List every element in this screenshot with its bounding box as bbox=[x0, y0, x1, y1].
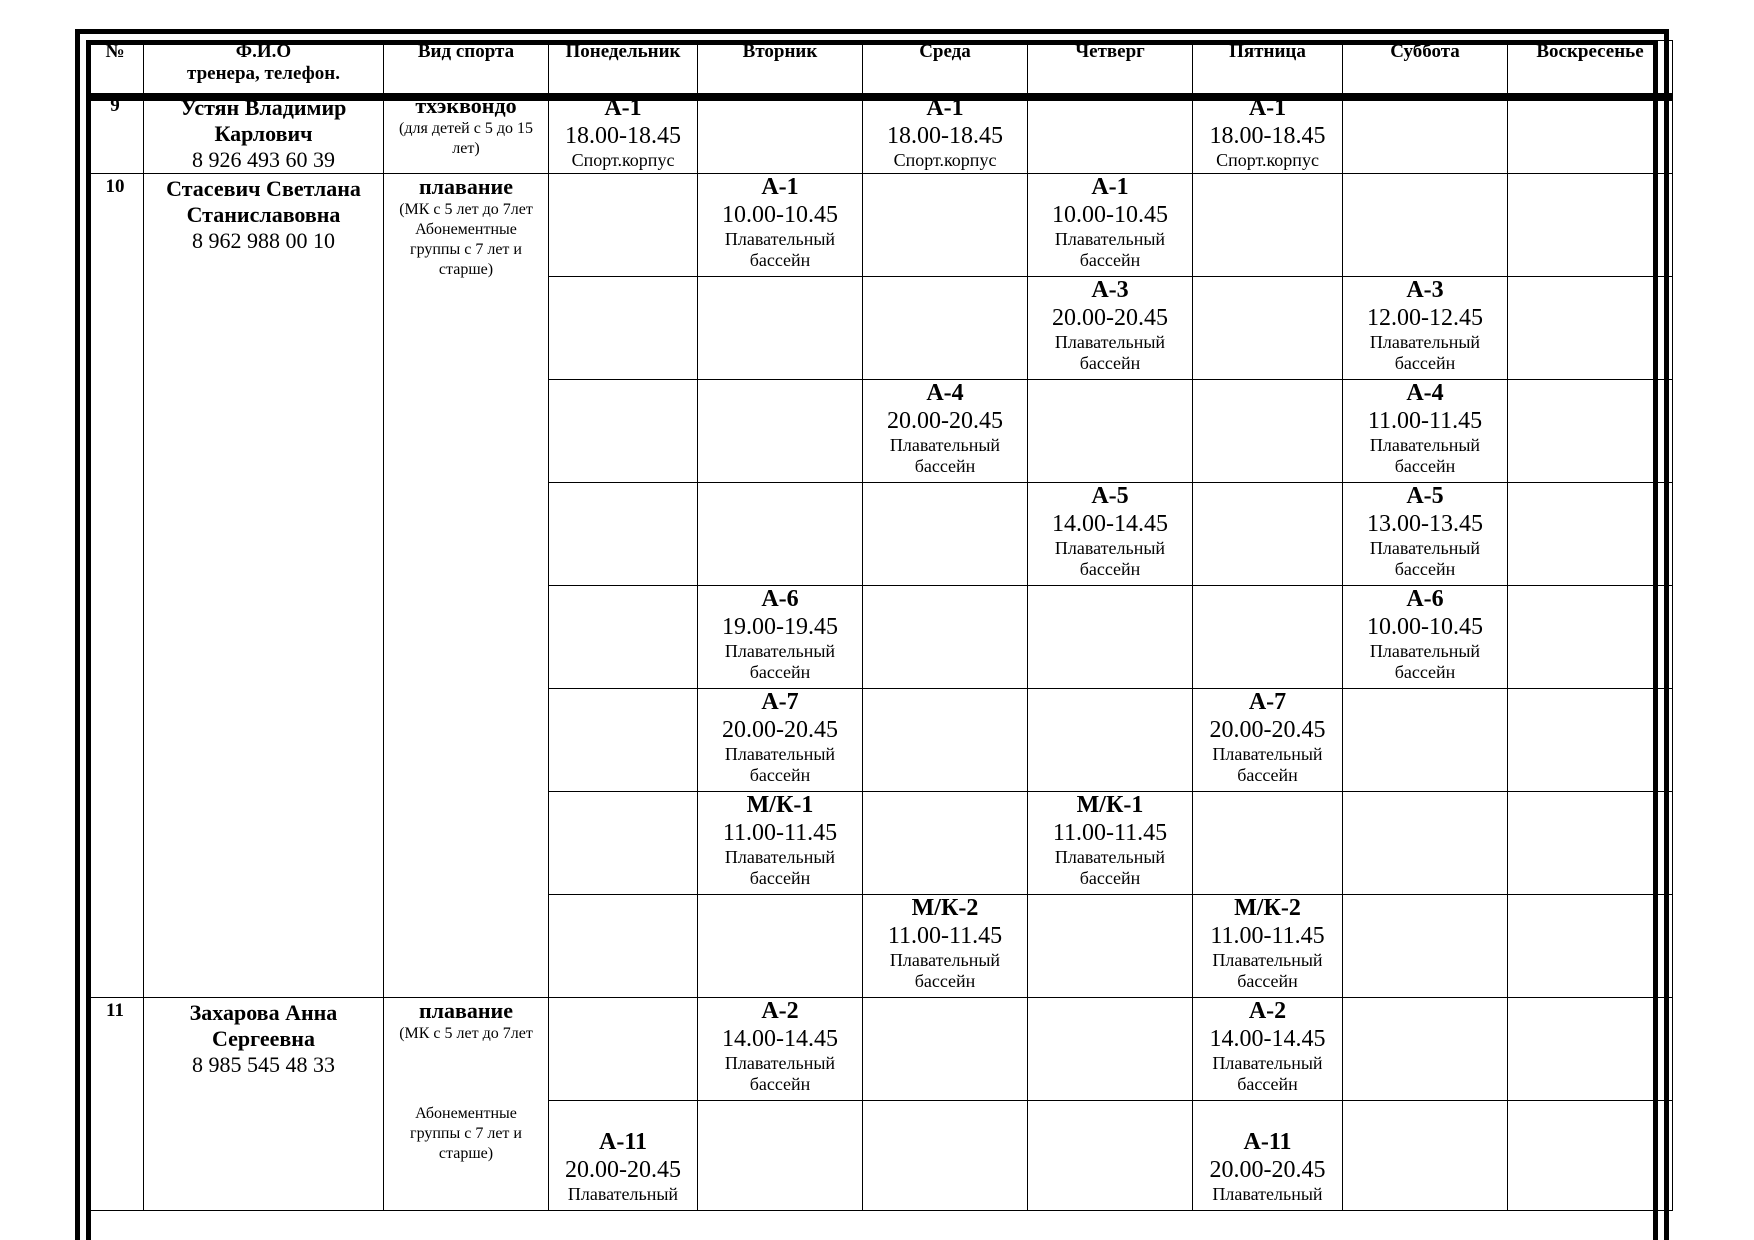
header-wednesday: Среда bbox=[863, 41, 1028, 98]
slot-group: А-2 bbox=[1248, 998, 1287, 1024]
empty-cell bbox=[1193, 792, 1343, 895]
slot-time: 20.00-20.45 bbox=[887, 408, 1003, 434]
slot-cell bbox=[1193, 895, 1343, 998]
empty-cell bbox=[863, 689, 1028, 792]
coach-name: Захарова Анна Сергеевна bbox=[189, 1000, 338, 1051]
slot-place: Плавательный бассейн bbox=[1054, 538, 1166, 579]
slot-place: Плавательный бассейн bbox=[1212, 744, 1323, 785]
slot-time: 19.00-19.45 bbox=[722, 614, 838, 640]
sport-cell bbox=[384, 998, 549, 1211]
slot-time: 11.00-11.45 bbox=[1367, 408, 1483, 434]
row-number-cell bbox=[87, 97, 144, 174]
slot-time: 14.00-14.45 bbox=[1209, 1026, 1326, 1052]
slot-place: Плавательный бассейн bbox=[1369, 332, 1481, 373]
slot-place: Плавательный bbox=[567, 1184, 679, 1204]
empty-cell bbox=[549, 174, 698, 277]
slot-group: А-3 bbox=[1091, 277, 1129, 303]
slot-place: Плавательный бассейн bbox=[889, 435, 1001, 476]
empty-cell bbox=[1508, 586, 1673, 689]
slot-group: А-5 bbox=[1091, 483, 1129, 509]
slot-cell bbox=[1193, 689, 1343, 792]
slot-place: Плавательный бассейн bbox=[724, 641, 836, 682]
empty-cell bbox=[1343, 1101, 1508, 1211]
slot-time: 13.00-13.45 bbox=[1367, 511, 1483, 537]
empty-cell bbox=[863, 277, 1028, 380]
slot-group: М/К-1 bbox=[1076, 792, 1144, 818]
coach-cell bbox=[144, 998, 384, 1211]
slot-group: А-11 bbox=[599, 1129, 647, 1155]
empty-cell bbox=[1343, 792, 1508, 895]
row-number-cell bbox=[87, 174, 144, 998]
slot-cell bbox=[698, 174, 863, 277]
empty-cell bbox=[549, 586, 698, 689]
empty-cell bbox=[1508, 895, 1673, 998]
coach-cell bbox=[144, 174, 384, 998]
empty-cell bbox=[1508, 483, 1673, 586]
header-friday: Пятница bbox=[1193, 41, 1343, 98]
empty-cell bbox=[1508, 277, 1673, 380]
slot-cell bbox=[1193, 1101, 1343, 1211]
sport-cell bbox=[384, 174, 549, 998]
slot-cell bbox=[549, 97, 698, 174]
empty-cell bbox=[1028, 998, 1193, 1101]
empty-cell bbox=[1508, 998, 1673, 1101]
slot-place: Плавательный бассейн bbox=[1369, 641, 1481, 682]
table-row bbox=[87, 97, 1673, 174]
slot-group: М/К-2 bbox=[1234, 895, 1301, 921]
empty-cell bbox=[549, 277, 698, 380]
coach-phone: 8 926 493 60 39 bbox=[192, 147, 335, 172]
empty-cell bbox=[1508, 792, 1673, 895]
slot-place: Плавательный бассейн bbox=[889, 950, 1001, 991]
slot-cell bbox=[1343, 483, 1508, 586]
header-thursday: Четверг bbox=[1028, 41, 1193, 98]
slot-time: 11.00-11.45 bbox=[887, 923, 1003, 949]
slot-time: 20.00-20.45 bbox=[565, 1157, 681, 1183]
slot-group: А-4 bbox=[926, 380, 964, 406]
slot-place: Плавательный бассейн bbox=[1054, 229, 1166, 270]
slot-cell bbox=[1193, 998, 1343, 1101]
slot-cell bbox=[698, 792, 863, 895]
empty-cell bbox=[549, 998, 698, 1101]
empty-cell bbox=[1193, 586, 1343, 689]
slot-cell bbox=[1193, 97, 1343, 174]
slot-place: Плавательный bbox=[1212, 1184, 1323, 1204]
header-monday: Понедельник bbox=[549, 41, 698, 98]
row-number: 11 bbox=[106, 1000, 124, 1021]
sport-cell bbox=[384, 97, 549, 174]
slot-group: А-1 bbox=[1248, 97, 1287, 121]
slot-place: Плавательный бассейн bbox=[1212, 950, 1323, 991]
slot-place: Плавательный бассейн bbox=[724, 1053, 836, 1094]
slot-group: А-7 bbox=[761, 689, 799, 715]
empty-cell bbox=[698, 277, 863, 380]
empty-cell bbox=[549, 895, 698, 998]
header-coach-line2: тренера, телефон. bbox=[187, 63, 340, 84]
empty-cell bbox=[549, 689, 698, 792]
empty-cell bbox=[863, 586, 1028, 689]
slot-time: 20.00-20.45 bbox=[1052, 305, 1168, 331]
slot-time: 18.00-18.45 bbox=[887, 123, 1003, 149]
slot-place: Плавательный бассейн bbox=[724, 847, 836, 888]
empty-cell bbox=[549, 483, 698, 586]
slot-cell bbox=[1028, 174, 1193, 277]
empty-cell bbox=[1028, 1101, 1193, 1211]
slot-time: 14.00-14.45 bbox=[722, 1026, 838, 1052]
slot-time: 18.00-18.45 bbox=[1209, 123, 1326, 149]
slot-cell bbox=[863, 895, 1028, 998]
slot-time: 20.00-20.45 bbox=[1209, 1157, 1326, 1183]
slot-group: А-1 bbox=[1091, 174, 1129, 200]
slot-place: Спорт.корпус bbox=[1216, 150, 1319, 170]
sport-name: плавание bbox=[418, 174, 513, 199]
slot-group: А-6 bbox=[1406, 586, 1444, 612]
slot-group: М/К-1 bbox=[746, 792, 814, 818]
slot-group: А-1 bbox=[926, 97, 964, 121]
slot-place: Плавательный бассейн bbox=[724, 229, 836, 270]
empty-cell bbox=[1028, 380, 1193, 483]
slot-time: 20.00-20.45 bbox=[1209, 717, 1326, 743]
empty-cell bbox=[1343, 174, 1508, 277]
slot-group: А-3 bbox=[1406, 277, 1444, 303]
empty-cell bbox=[1508, 174, 1673, 277]
empty-cell bbox=[863, 792, 1028, 895]
slot-place: Плавательный бассейн bbox=[1369, 435, 1481, 476]
empty-cell bbox=[1028, 586, 1193, 689]
slot-time: 14.00-14.45 bbox=[1052, 511, 1168, 537]
empty-cell bbox=[698, 97, 863, 174]
sport-name: плавание bbox=[418, 998, 513, 1023]
empty-cell bbox=[1193, 277, 1343, 380]
slot-cell bbox=[863, 380, 1028, 483]
row-number: 10 bbox=[105, 176, 125, 197]
empty-cell bbox=[1343, 895, 1508, 998]
slot-time: 11.00-11.45 bbox=[1052, 820, 1168, 846]
sport-note: (МК с 5 лет до 7лет Абонементные группы с 7 лет и старше) bbox=[399, 201, 533, 278]
slot-place: Спорт.корпус bbox=[571, 150, 675, 170]
empty-cell bbox=[863, 174, 1028, 277]
empty-cell bbox=[1343, 689, 1508, 792]
empty-cell bbox=[1028, 97, 1193, 174]
sport-note-second: Абонементные группы с 7 лет и старше) bbox=[410, 1105, 522, 1162]
slot-cell bbox=[1028, 792, 1193, 895]
slot-time: 10.00-10.45 bbox=[1052, 202, 1168, 228]
slot-group: М/К-2 bbox=[911, 895, 979, 921]
empty-cell bbox=[1193, 483, 1343, 586]
slot-group: А-1 bbox=[761, 174, 799, 200]
empty-cell bbox=[1193, 380, 1343, 483]
coach-phone: 8 985 545 48 33 bbox=[192, 1052, 335, 1077]
coach-name: Устян Владимир Карлович bbox=[180, 97, 347, 146]
empty-cell bbox=[1343, 998, 1508, 1101]
empty-cell bbox=[1508, 380, 1673, 483]
header-row bbox=[87, 41, 1673, 98]
slot-cell bbox=[698, 689, 863, 792]
empty-cell bbox=[698, 1101, 863, 1211]
slot-time: 12.00-12.45 bbox=[1367, 305, 1483, 331]
slot-time: 10.00-10.45 bbox=[722, 202, 838, 228]
empty-cell bbox=[698, 380, 863, 483]
header-saturday: Суббота bbox=[1343, 41, 1508, 98]
schedule-table bbox=[86, 40, 1673, 1211]
slot-cell bbox=[1343, 277, 1508, 380]
slot-group: А-5 bbox=[1406, 483, 1444, 509]
slot-cell bbox=[1028, 277, 1193, 380]
slot-time: 11.00-11.45 bbox=[1210, 923, 1325, 949]
slot-cell bbox=[698, 586, 863, 689]
slot-place: Плавательный бассейн bbox=[1054, 847, 1166, 888]
sport-name: тхэквондо bbox=[415, 97, 517, 118]
slot-cell bbox=[1343, 586, 1508, 689]
slot-group: А-6 bbox=[761, 586, 799, 612]
header-coach-line1: Ф.И.О bbox=[235, 41, 292, 62]
slot-place: Плавательный бассейн bbox=[1054, 332, 1166, 373]
slot-place: Плавательный бассейн bbox=[1212, 1053, 1323, 1094]
empty-cell bbox=[1508, 1101, 1673, 1211]
empty-cell bbox=[549, 792, 698, 895]
row-number-cell bbox=[87, 998, 144, 1211]
slot-cell bbox=[698, 998, 863, 1101]
sport-note: (МК с 5 лет до 7лет bbox=[399, 1025, 533, 1042]
row-number: 9 bbox=[110, 97, 120, 116]
empty-cell bbox=[698, 895, 863, 998]
empty-cell bbox=[1193, 174, 1343, 277]
slot-place: Спорт.корпус bbox=[893, 150, 997, 170]
empty-cell bbox=[698, 483, 863, 586]
header-num: № bbox=[87, 41, 144, 98]
slot-group: А-11 bbox=[1243, 1129, 1292, 1155]
table-row bbox=[87, 174, 1673, 277]
slot-time: 11.00-11.45 bbox=[722, 820, 838, 846]
header-sport: Вид спорта bbox=[384, 41, 549, 98]
slot-group: А-1 bbox=[604, 97, 642, 121]
empty-cell bbox=[1508, 689, 1673, 792]
slot-time: 20.00-20.45 bbox=[722, 717, 838, 743]
slot-cell bbox=[1343, 380, 1508, 483]
empty-cell bbox=[863, 483, 1028, 586]
coach-name: Стасевич Светлана Станиславовна bbox=[166, 176, 361, 227]
slot-place: Плавательный бассейн bbox=[724, 744, 836, 785]
slot-place: Плавательный бассейн bbox=[1369, 538, 1481, 579]
coach-cell bbox=[144, 97, 384, 174]
empty-cell bbox=[863, 1101, 1028, 1211]
empty-cell bbox=[1508, 97, 1673, 174]
slot-group: А-2 bbox=[761, 998, 799, 1024]
empty-cell bbox=[1343, 97, 1508, 174]
empty-cell bbox=[1028, 895, 1193, 998]
header-sunday: Воскресенье bbox=[1508, 41, 1673, 98]
sport-note: (для детей с 5 до 15 лет) bbox=[399, 120, 533, 157]
header-tuesday: Вторник bbox=[698, 41, 863, 98]
coach-phone: 8 962 988 00 10 bbox=[192, 228, 335, 253]
table-row bbox=[87, 998, 1673, 1101]
slot-time: 10.00-10.45 bbox=[1367, 614, 1483, 640]
slot-cell bbox=[863, 97, 1028, 174]
slot-time: 18.00-18.45 bbox=[565, 123, 681, 149]
slot-group: А-4 bbox=[1406, 380, 1444, 406]
empty-cell bbox=[1028, 689, 1193, 792]
header-coach bbox=[144, 41, 384, 98]
slot-group: А-7 bbox=[1248, 689, 1287, 715]
empty-cell bbox=[863, 998, 1028, 1101]
slot-cell bbox=[549, 1101, 698, 1211]
slot-cell bbox=[1028, 483, 1193, 586]
empty-cell bbox=[549, 380, 698, 483]
